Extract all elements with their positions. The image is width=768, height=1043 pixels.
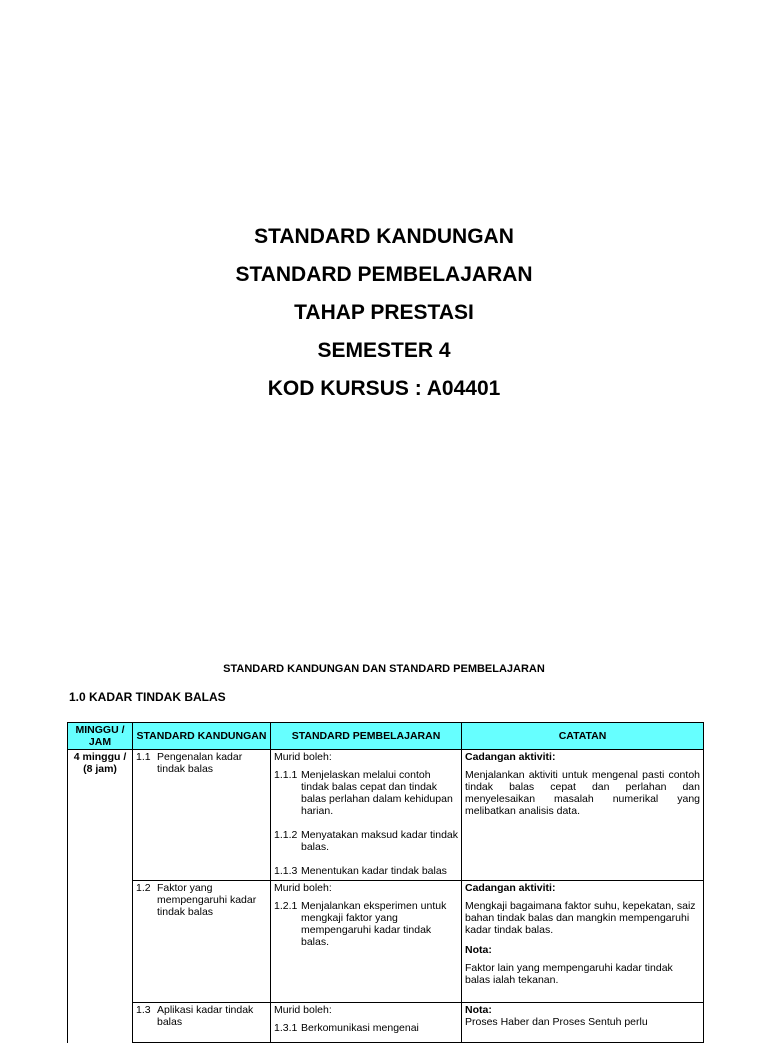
sk-cell xyxy=(133,750,271,881)
sk-cell xyxy=(133,881,271,1003)
sp-item-number: 1.1.3 xyxy=(274,865,298,877)
header-standard-kandungan: STANDARD KANDUNGAN xyxy=(133,723,271,750)
header-catatan: CATATAN xyxy=(462,723,704,750)
catatan-title: Nota: xyxy=(465,1004,492,1016)
catatan-note-text: Faktor lain yang mempengaruhi kadar tindak balas ialah tekanan. xyxy=(465,962,673,986)
catatan-cell xyxy=(462,1003,704,1043)
sp-item-text: Berkomunikasi mengenai xyxy=(301,1022,419,1034)
cover-title-block xyxy=(0,218,768,408)
sk-cell xyxy=(133,1003,271,1043)
catatan-cell xyxy=(462,881,704,1003)
sk-number: 1.1 xyxy=(136,751,151,763)
sp-item-number: 1.1.2 xyxy=(274,829,298,841)
sub-heading: STANDARD KANDUNGAN DAN STANDARD PEMBELAJARAN xyxy=(223,663,545,675)
sp-item-number: 1.1.1 xyxy=(274,769,298,781)
catatan-note-title: Nota: xyxy=(465,944,492,956)
sp-item-number: 1.3.1 xyxy=(274,1022,298,1034)
week-cell-empty xyxy=(68,881,133,1003)
sp-item-text: Menjalankan eksperimen untuk mengkaji faktor yang mempengaruhi kadar tindak balas. xyxy=(301,900,447,948)
sk-number: 1.3 xyxy=(136,1004,151,1016)
sk-number: 1.2 xyxy=(136,882,151,894)
sp-cell xyxy=(271,750,462,881)
catatan-text: Proses Haber dan Proses Sentuh perlu xyxy=(465,1016,648,1028)
sp-item-text: Menentukan kadar tindak balas xyxy=(301,865,447,877)
cover-line-semester: SEMESTER 4 xyxy=(317,339,451,362)
catatan-title: Cadangan aktiviti: xyxy=(465,751,556,763)
header-standard-pembelajaran: STANDARD PEMBELAJARAN xyxy=(271,723,462,750)
section-heading: 1.0 KADAR TINDAK BALAS xyxy=(69,690,226,704)
sp-intro: Murid boleh: xyxy=(274,1004,332,1016)
sk-text: Faktor yang mempengaruhi kadar tindak balas xyxy=(157,882,257,918)
table-row xyxy=(68,1003,704,1043)
sp-cell xyxy=(271,881,462,1003)
cover-line-standard-kandungan: STANDARD KANDUNGAN xyxy=(254,225,514,248)
sp-intro: Murid boleh: xyxy=(274,882,332,894)
sp-item-text: Menjelaskan melalui contoh tindak balas cepat dan tindak balas perlahan dalam kehidupan harian. xyxy=(301,769,453,817)
catatan-title: Cadangan aktiviti: xyxy=(465,882,556,894)
curriculum-table xyxy=(67,722,703,1043)
cover-line-tahap-prestasi: TAHAP PRESTASI xyxy=(294,301,474,324)
sp-item-text: Menyatakan maksud kadar tindak balas. xyxy=(301,829,459,853)
sp-intro: Murid boleh: xyxy=(274,751,332,763)
sk-text: Pengenalan kadar tindak balas xyxy=(157,751,243,775)
header-minggu-jam: MINGGU / JAM xyxy=(68,723,133,750)
sp-item-number: 1.2.1 xyxy=(274,900,298,912)
table-row xyxy=(68,750,704,881)
sk-text: Aplikasi kadar tindak balas xyxy=(157,1004,254,1028)
catatan-text: Mengkaji bagaimana faktor suhu, kepekatan, saiz bahan tindak balas dan mangkin mempengaruhi kadar tindak balas. xyxy=(465,900,696,936)
table-row xyxy=(68,881,704,1003)
week-cell: 4 minggu / (8 jam) xyxy=(68,750,133,881)
cover-line-kod-kursus: KOD KURSUS : A04401 xyxy=(267,377,501,400)
week-cell-empty xyxy=(68,1003,133,1043)
catatan-text: Menjalankan aktiviti untuk mengenal pasti contoh tindak balas cepat dan perlahan dan menyelesaikan masalah numerikal yang melibatkan analisis data. xyxy=(465,769,700,817)
cover-line-standard-pembelajaran: STANDARD PEMBELAJARAN xyxy=(235,263,533,286)
table-header-row xyxy=(68,723,704,750)
sp-cell xyxy=(271,1003,462,1043)
catatan-cell xyxy=(462,750,704,881)
